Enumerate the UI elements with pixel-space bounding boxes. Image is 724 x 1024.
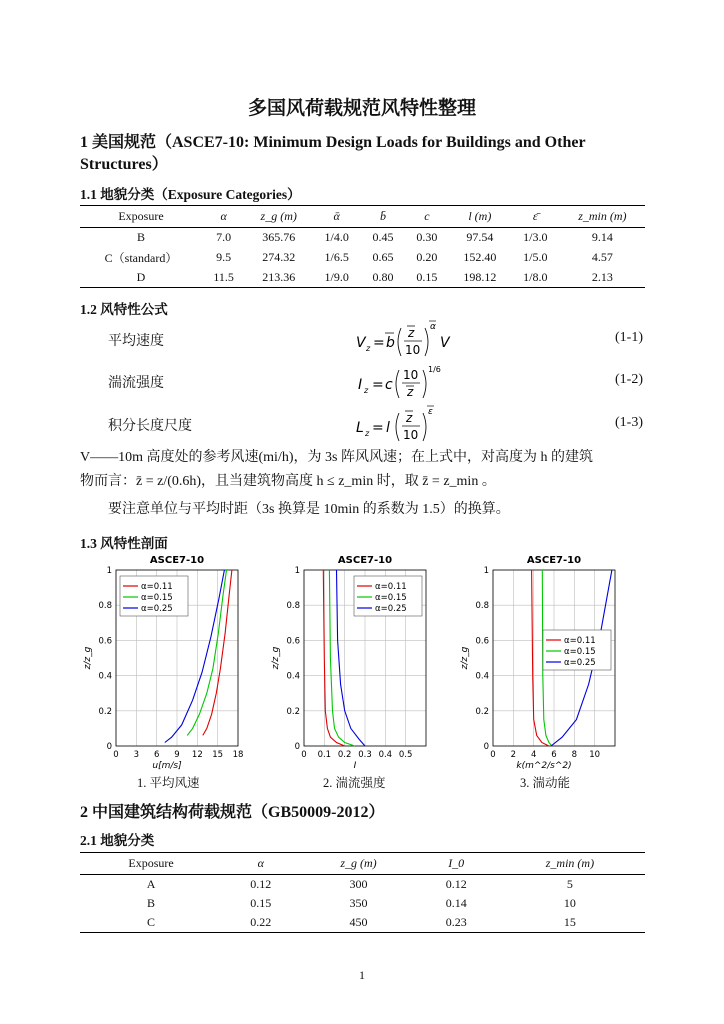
table-cell: 1/3.0 (523, 230, 548, 244)
table-row (80, 913, 645, 933)
table-cell: 0.80 (361, 268, 405, 288)
x-axis-label: k(m^2/s^2) (516, 761, 572, 771)
table-cell: 1/5.0 (523, 250, 548, 264)
table-cell: 450 (299, 913, 417, 933)
svg-text:c: c (385, 377, 393, 393)
column-header: z_min (m) (560, 206, 645, 228)
y-tick-label: 0.4 (98, 671, 112, 682)
svg-text:z: z (365, 429, 370, 438)
legend-label: α=0.25 (141, 604, 173, 614)
svg-text:z: z (364, 386, 369, 395)
x-tick-label: 6 (551, 750, 557, 760)
table-cell: 10 (563, 896, 576, 910)
table-cell: 4.57 (591, 250, 613, 264)
y-axis-label: z/z_g (460, 646, 470, 670)
chart-mean-speed-profile (78, 550, 256, 772)
y-tick-label: 1 (294, 566, 300, 576)
subsection-1-2-heading: 1.2 风特性公式 (80, 302, 168, 317)
exposure-table-asce (80, 205, 645, 288)
x-tick-label: 0.4 (378, 750, 393, 760)
y-tick-label: 1 (483, 566, 489, 576)
paragraph-line: V——10m 高度处的参考风速(mi/h)，为 3s 阵风风速；在上式中，对高度为 h 的建筑 (80, 450, 593, 465)
table-cell: 1/9.0 (312, 268, 361, 288)
chart-title: ASCE7-10 (149, 555, 205, 566)
table-cell: 0.15 (405, 268, 449, 288)
x-tick-label: 4 (530, 750, 537, 760)
svg-text:I: I (358, 377, 363, 393)
legend-label: α=0.11 (564, 636, 596, 646)
table-cell: 9.5 (216, 250, 232, 264)
table-cell: 15 (495, 913, 645, 933)
x-tick-label: 3 (133, 750, 140, 760)
section-1-heading: 1 美国规范（ASCE7-10: Minimum Design Loads for Buildings and Other Structures） (80, 134, 586, 173)
y-tick-label: 0.6 (286, 636, 300, 647)
svg-text:z: z (406, 411, 413, 425)
svg-text:10: 10 (403, 368, 419, 382)
column-header: α (222, 853, 299, 875)
chart-title: ASCE7-10 (337, 555, 393, 566)
table-cell: C (80, 913, 222, 933)
table-row (80, 894, 645, 913)
svg-text:l: l (386, 420, 390, 436)
table-cell: 0.22 (222, 913, 299, 933)
formula-label: 平均速度 (108, 334, 164, 349)
y-tick-label: 0.2 (98, 706, 112, 717)
table-cell: 1/6.5 (324, 250, 349, 264)
exposure-table-gb (80, 852, 645, 933)
table-cell: A (146, 877, 156, 891)
x-tick-label: 0.3 (358, 750, 372, 760)
paragraph-unit-note: 要注意单位与平均时距（3s 换算是 10min 的系数为 1.5）的换算。 (108, 502, 510, 517)
turbulence-intensity-formula (356, 362, 496, 402)
chart-turbulent-kinetic-energy-profile (455, 550, 633, 772)
x-axis-label: I (353, 761, 357, 771)
x-tick-label: 2 (510, 750, 517, 760)
y-tick-label: 0 (294, 742, 300, 752)
table-cell: 1/4.0 (324, 230, 349, 244)
chart-title: ASCE7-10 (526, 555, 582, 566)
page-number: 1 (359, 968, 365, 982)
y-tick-label: 0 (106, 742, 112, 752)
table-row (80, 875, 645, 895)
table-row (80, 247, 645, 268)
table-cell: 1/8.0 (511, 268, 560, 288)
table-cell: B (136, 230, 145, 244)
figure-caption-1: 1. 平均风速 (137, 776, 200, 790)
svg-text:10: 10 (405, 343, 421, 357)
x-tick-label: 8 (571, 750, 578, 760)
table-cell: 2.13 (560, 268, 645, 288)
formula-row-turbulence-intensity (108, 362, 643, 402)
y-axis-label: z/z_g (271, 646, 281, 670)
y-tick-label: 0.6 (475, 636, 489, 647)
x-tick-label: 0.5 (398, 750, 413, 760)
column-header: z_g (m) (245, 206, 312, 228)
column-header: l (m) (449, 206, 511, 228)
svg-text:=: = (373, 335, 385, 351)
y-tick-label: 0.8 (286, 601, 300, 612)
x-tick-label: 0.2 (337, 750, 352, 760)
table-cell: 152.40 (463, 250, 497, 264)
legend-label: α=0.15 (564, 647, 596, 657)
series-line (329, 570, 354, 746)
column-header: I_0 (418, 853, 495, 875)
column-header: c (405, 206, 449, 228)
table-cell: 198.12 (449, 268, 511, 288)
legend-label: α=0.11 (375, 582, 407, 592)
page-title: 多国风荷载规范风特性整理 (247, 98, 476, 119)
y-axis-label: z/z_g (83, 646, 93, 670)
table-cell: 0.15 (250, 896, 272, 910)
table-cell: D (80, 268, 202, 288)
chart-turbulence-intensity-profile (266, 550, 444, 772)
y-tick-label: 0.8 (98, 601, 112, 612)
table-cell: 7.0 (216, 230, 232, 244)
table-cell: 0.14 (445, 896, 467, 910)
column-header: ε̄ (511, 206, 560, 228)
equation-number: (1-2) (615, 372, 643, 387)
table-cell: B (147, 896, 156, 910)
equation-number: (1-3) (615, 415, 643, 430)
figure-caption-3: 3. 湍动能 (520, 776, 571, 790)
formula-row-mean-speed (108, 320, 643, 360)
table-cell: 11.5 (202, 268, 245, 288)
table-cell: 0.23 (418, 913, 495, 933)
svg-text:=: = (372, 377, 384, 393)
column-header: α (202, 206, 245, 228)
svg-text:z: z (407, 385, 414, 399)
formula-label: 湍流强度 (108, 376, 164, 391)
svg-text:α: α (430, 322, 436, 332)
svg-text:10: 10 (403, 428, 419, 442)
section-2-heading: 2 中国建筑结构荷载规范（GB50009-2012） (80, 804, 385, 821)
x-tick-label: 0 (301, 750, 307, 760)
table-cell: 5 (566, 877, 573, 891)
formula-label: 积分长度尺度 (108, 419, 192, 434)
y-tick-label: 0.8 (475, 601, 489, 612)
table-row (80, 268, 645, 288)
x-tick-label: 9 (174, 750, 180, 760)
y-tick-label: 0 (483, 742, 489, 752)
svg-text:=: = (372, 420, 384, 436)
column-header: ᾱ (312, 206, 361, 228)
svg-text:V: V (356, 335, 366, 351)
table-cell: 0.65 (372, 250, 394, 264)
column-header: Exposure (80, 206, 202, 228)
x-tick-label: 6 (153, 750, 160, 760)
svg-text:ε: ε (428, 407, 433, 417)
legend-label: α=0.25 (375, 604, 407, 614)
table-cell: 97.54 (466, 230, 494, 244)
table-cell: 0.12 (445, 877, 467, 891)
paragraph-line: 物而言：z̄ = z/(0.6h)，且当建筑物高度 h ≤ z_min 时，取 z̄ = z_min 。 (80, 474, 496, 489)
x-tick-label: 15 (212, 750, 224, 760)
table-cell: 0.12 (250, 877, 272, 891)
column-header: Exposure (80, 853, 222, 875)
table-cell: 274.32 (262, 250, 296, 264)
x-tick-label: 10 (589, 750, 601, 760)
formula-row-integral-length-scale (108, 405, 643, 445)
legend-label: α=0.11 (141, 582, 173, 592)
y-tick-label: 0.2 (286, 706, 300, 717)
table-cell: 0.20 (416, 250, 438, 264)
svg-text:V: V (440, 335, 450, 351)
subsection-2-1-heading: 2.1 地貌分类 (80, 833, 155, 848)
column-header: b̄ (361, 206, 405, 228)
x-tick-label: 0 (113, 750, 119, 760)
mean-speed-formula (356, 320, 496, 360)
integral-length-scale-formula (356, 405, 496, 445)
paragraph-reference-speed (80, 446, 645, 494)
table-cell: C（standard） (104, 251, 178, 265)
x-tick-label: 18 (232, 750, 244, 760)
table-row (80, 228, 645, 248)
subsection-1-3-heading: 1.3 风特性剖面 (80, 536, 168, 551)
legend-label: α=0.15 (141, 593, 173, 603)
equation-number: (1-1) (615, 330, 643, 345)
svg-text:1/6: 1/6 (428, 365, 441, 374)
subsection-1-1-heading: 1.1 地貌分类（Exposure Categories） (80, 187, 301, 202)
svg-text:z: z (408, 326, 415, 340)
x-axis-label: u[m/s] (152, 761, 182, 771)
table-cell: 0.30 (416, 230, 438, 244)
y-tick-label: 0.4 (475, 671, 489, 682)
legend-label: α=0.15 (375, 593, 407, 603)
y-tick-label: 0.6 (98, 636, 112, 647)
table-cell: 9.14 (591, 230, 613, 244)
table-cell: 300 (349, 877, 368, 891)
y-tick-label: 0.4 (286, 671, 300, 682)
y-tick-label: 1 (106, 566, 112, 576)
y-tick-label: 0.2 (475, 706, 489, 717)
table-cell: 213.36 (245, 268, 312, 288)
legend-label: α=0.25 (564, 658, 596, 668)
table-cell: 350 (349, 896, 368, 910)
svg-text:z: z (366, 344, 371, 353)
table-cell: 0.45 (372, 230, 394, 244)
figure-caption-2: 2. 湍流强度 (323, 776, 386, 790)
table-cell: 365.76 (262, 230, 296, 244)
column-header: z_min (m) (495, 853, 645, 875)
x-tick-label: 0.1 (317, 750, 332, 760)
column-header: z_g (m) (299, 853, 417, 875)
svg-text:b: b (386, 335, 395, 351)
x-tick-label: 0 (490, 750, 496, 760)
svg-text:L: L (356, 420, 364, 436)
x-tick-label: 12 (191, 750, 203, 760)
